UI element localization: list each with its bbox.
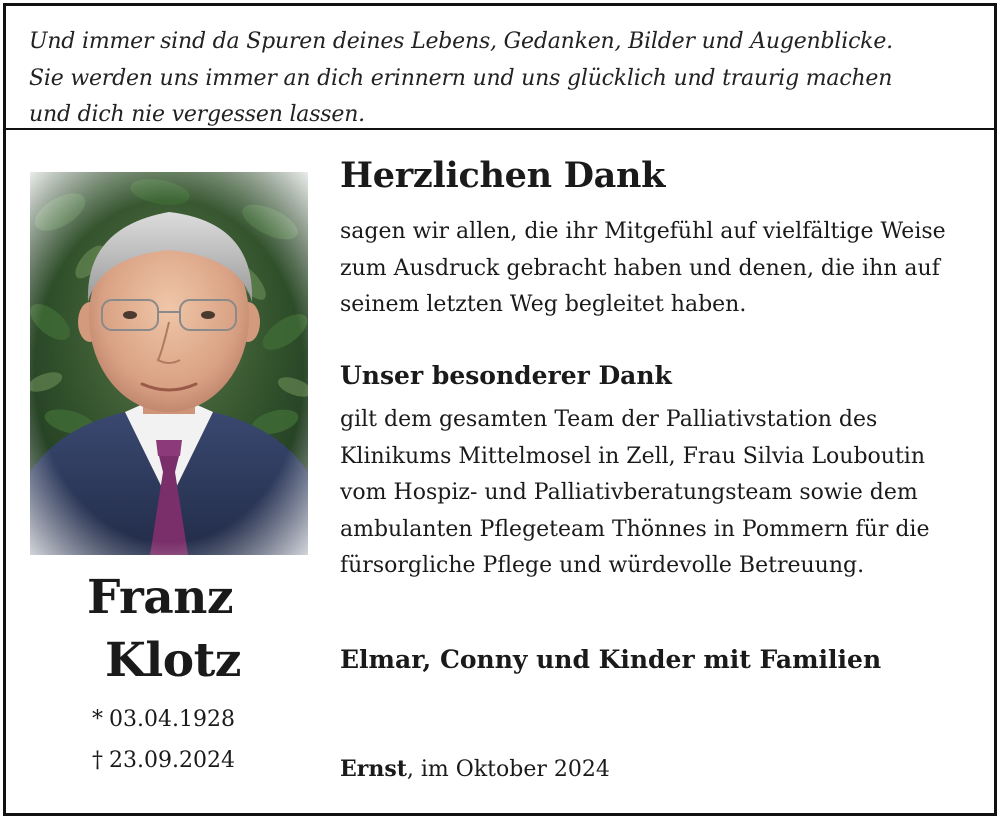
death-date-line [92, 748, 235, 773]
place-town: Ernst [340, 756, 407, 782]
deceased-first-name: Franz [86, 570, 234, 625]
signers: Elmar, Conny und Kinder mit Familien [340, 645, 882, 674]
portrait-illustration [30, 172, 308, 555]
death-date: 23.09.2024 [109, 748, 235, 773]
special-thanks-line: fürsorgliche Pflege und würdevolle Betreuung. [340, 553, 865, 578]
birth-date: 03.04.1928 [109, 707, 235, 732]
place-date [340, 756, 610, 782]
special-thanks-line: vom Hospiz- und Palliativberatungsteam sowie dem [340, 480, 918, 505]
special-thanks-line: Klinikums Mittelmosel in Zell, Frau Silvia Louboutin [340, 443, 926, 469]
thanks-heading: Herzlichen Dank [340, 155, 666, 196]
birth-symbol: * [92, 707, 103, 732]
memorial-quote [29, 24, 969, 134]
quote-line: und dich nie vergessen lassen. [29, 102, 365, 127]
deceased-last-name: Klotz [105, 633, 241, 688]
death-symbol: † [92, 748, 103, 773]
thanks-line: zum Ausdruck gebracht haben und denen, die ihn auf [340, 255, 940, 281]
thanks-paragraph [340, 214, 946, 324]
place-date-text: , im Oktober 2024 [406, 757, 610, 782]
portrait-photo [30, 172, 308, 555]
thanks-line: sagen wir allen, die ihr Mitgefühl auf vielfältige Weise [340, 219, 946, 244]
quote-line: Und immer sind da Spuren deines Lebens, Gedanken, Bilder und Augenblicke. [29, 29, 893, 54]
birth-date-line [92, 707, 235, 732]
special-thanks-heading: Unser besonderer Dank [340, 361, 672, 390]
quote-line: Sie werden uns immer an dich erinnern und uns glücklich und traurig machen [29, 65, 893, 91]
special-thanks-paragraph [340, 402, 929, 585]
divider-line [6, 128, 994, 130]
thanks-line: seinem letzten Weg begleitet haben. [340, 292, 747, 317]
special-thanks-line: gilt dem gesamten Team der Palliativstation des [340, 407, 878, 432]
special-thanks-line: ambulanten Pflegeteam Thönnes in Pommern für die [340, 516, 930, 542]
